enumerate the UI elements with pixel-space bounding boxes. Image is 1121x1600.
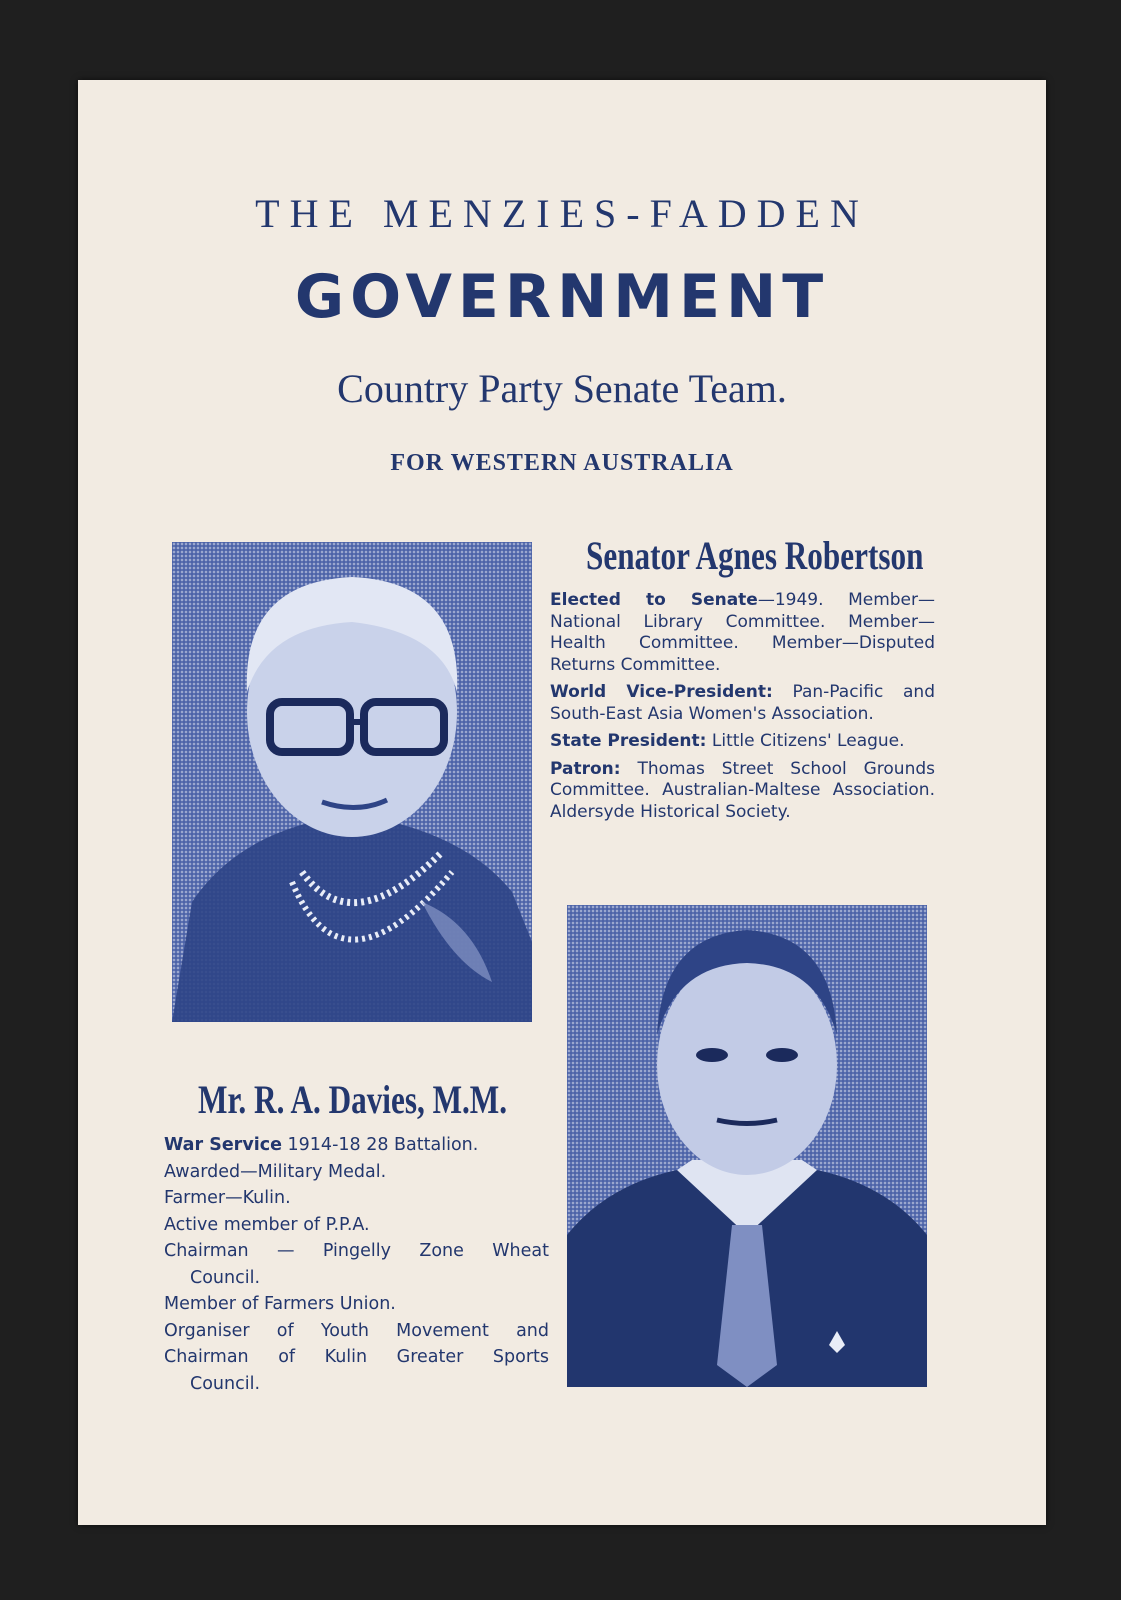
portrait-woman-illustration xyxy=(172,542,532,1022)
bio-label: Patron: xyxy=(550,758,621,779)
bio-label: State President: xyxy=(550,731,707,751)
bio-entry xyxy=(550,590,935,676)
bio-line: Council. xyxy=(190,1373,261,1394)
header-team: Country Party Senate Team. xyxy=(337,366,787,411)
service-text: 1914-18 28 Battalion. xyxy=(281,1135,479,1155)
bio-entry xyxy=(550,759,935,824)
bio-line: Awarded—Military Medal. xyxy=(164,1161,387,1182)
bio-text: Little Citizens' League. xyxy=(706,731,905,751)
service-line xyxy=(164,1132,549,1159)
bio-line: Member of Farmers Union. xyxy=(164,1294,396,1314)
bio-line: Council. xyxy=(190,1267,261,1288)
bio-label: World Vice-President: xyxy=(550,682,773,702)
bio-line: Active member of P.P.A. xyxy=(164,1214,370,1235)
candidate2-bio xyxy=(164,1132,549,1397)
service-label: War Service xyxy=(164,1135,282,1155)
bio-text: Pan-Pacific and South-East Asia Women's Association. xyxy=(550,682,935,724)
bio-line: Farmer—Kulin. xyxy=(164,1188,291,1208)
header-government: GOVERNMENT xyxy=(294,262,830,332)
bio-line: Chairman — Pingelly Zone Wheat xyxy=(164,1241,549,1261)
bio-text: —1949. Member—National Library Committee. Member—Health Committee. Member—Disputed Returns Committee. xyxy=(550,590,935,675)
header-region: FOR WESTERN AUSTRALIA xyxy=(390,450,734,476)
bio-label: Elected to Senate xyxy=(550,590,758,610)
leaflet-page xyxy=(78,80,1046,1525)
candidate2-name: Mr. R. A. Davies, M.M. xyxy=(198,1077,508,1122)
bio-line: Organiser of Youth Movement and xyxy=(164,1320,549,1341)
candidate1-bio xyxy=(550,590,935,829)
portrait-ra-davies xyxy=(567,905,927,1387)
header-kicker: THE MENZIES-FADDEN xyxy=(255,191,869,236)
bio-entry xyxy=(550,731,935,753)
bio-line: Chairman of Kulin Greater Sports xyxy=(164,1347,549,1367)
candidate1-name: Senator Agnes Robertson xyxy=(586,533,924,578)
portrait-agnes-robertson xyxy=(172,542,532,1022)
portrait-man-illustration xyxy=(567,905,927,1387)
bio-entry xyxy=(550,682,935,725)
bio-text: Thomas Street School Grounds Committee. Australian-Maltese Association. Aldersyde Historical Society. xyxy=(550,758,935,822)
